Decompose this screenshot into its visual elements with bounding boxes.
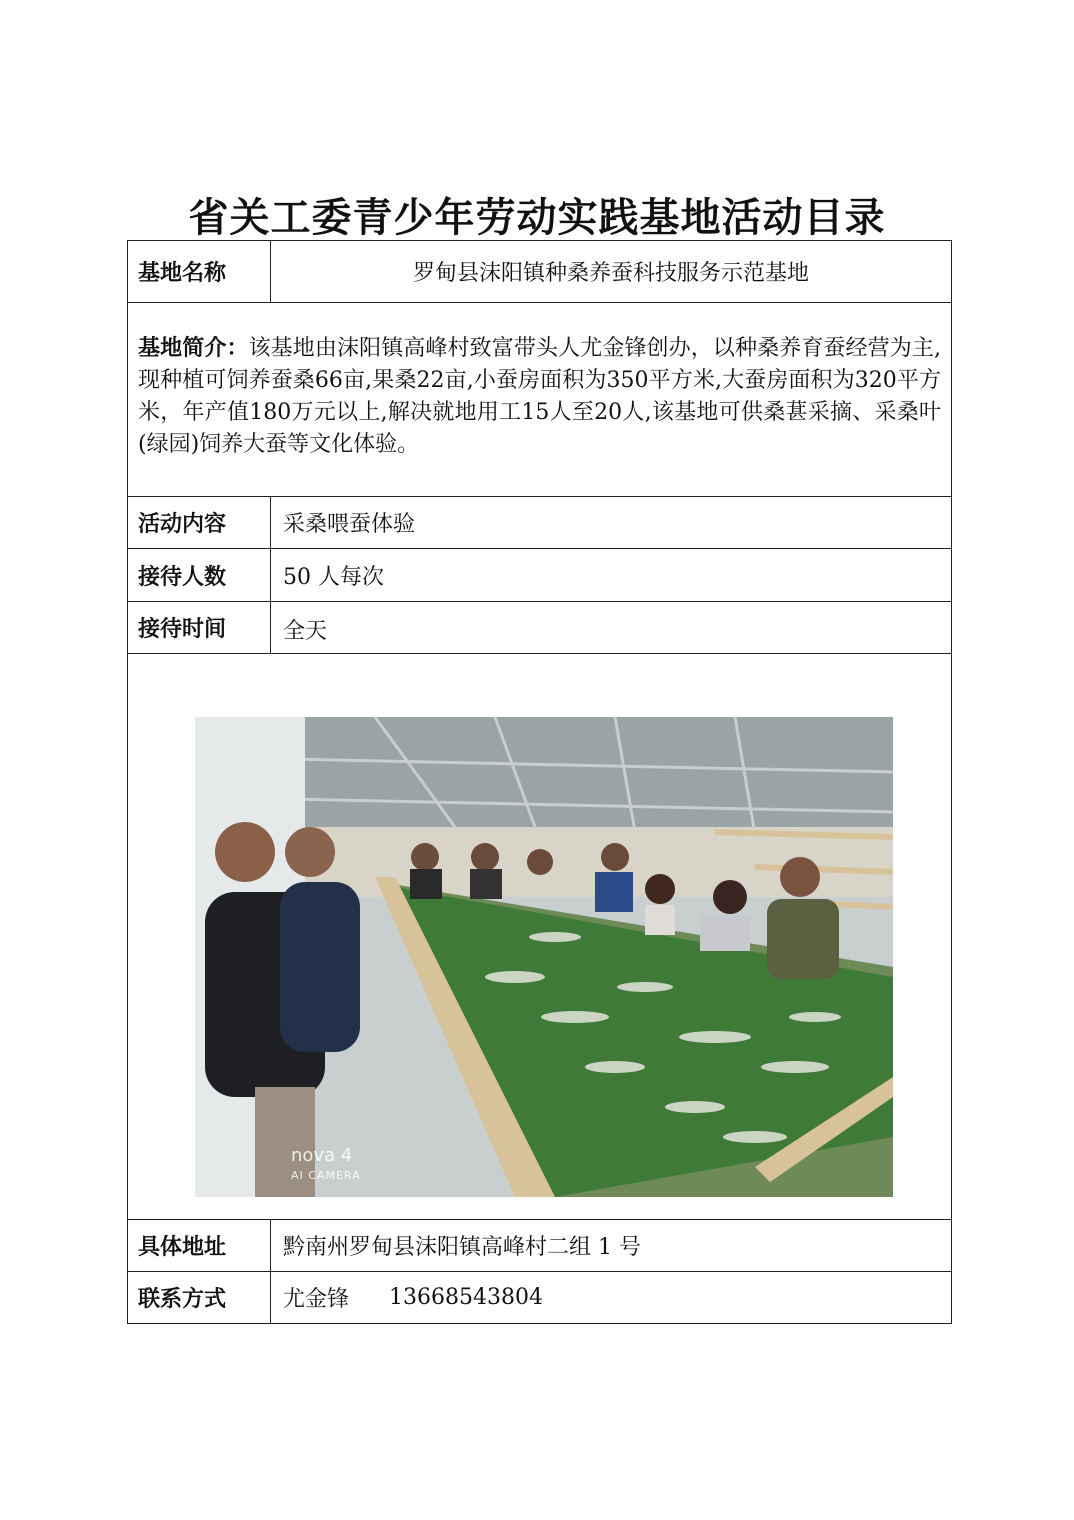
camera-watermark xyxy=(291,1147,361,1185)
row-address xyxy=(128,1219,951,1271)
row-photo xyxy=(128,653,951,1219)
address-value: 黔南州罗甸县沫阳镇高峰村二组 1 号 xyxy=(283,1235,641,1260)
row-base-name xyxy=(128,241,951,302)
row-capacity xyxy=(128,548,951,601)
intro-paragraph xyxy=(128,303,951,461)
capacity-value: 50 人每次 xyxy=(283,564,384,590)
base-name-value: 罗甸县沫阳镇种桑养蚕科技服务示范基地 xyxy=(412,261,809,286)
activity-value: 采桑喂蚕体验 xyxy=(283,512,416,537)
hours-value: 全天 xyxy=(283,619,328,644)
page-title: 省关工委青少年劳动实践基地活动目录 xyxy=(188,195,886,241)
silkworm-farm-photo xyxy=(195,717,893,1197)
watermark-brand: nova 4 xyxy=(291,1145,353,1166)
activity-form-table xyxy=(127,240,952,1324)
contact-label: 联系方式 xyxy=(128,1272,271,1323)
contact-name: 尤金锋 xyxy=(283,1287,350,1312)
capacity-label: 接待人数 xyxy=(128,549,271,601)
address-label: 具体地址 xyxy=(128,1220,271,1271)
intro-label: 基地简介： xyxy=(138,336,249,361)
contact-phone: 13668543804 xyxy=(389,1285,543,1310)
contact-value xyxy=(283,1272,943,1323)
row-contact xyxy=(128,1271,951,1323)
row-activity xyxy=(128,496,951,548)
watermark-sub: AI CAMERA xyxy=(291,1169,361,1182)
hours-label: 接待时间 xyxy=(128,602,271,653)
activity-label: 活动内容 xyxy=(128,497,271,548)
intro-text: 该基地由沫阳镇高峰村致富带头人尤金锋创办，以种桑养育蚕经营为主,现种植可饲养蚕桑66亩,果桑22亩,小蚕房面积为350平方米,大蚕房面积为320平方米，年产值180万元以上,解决就地用工15人至20人,该基地可供桑葚采摘、采桑叶(绿园)饲养大蚕等文化体验。 xyxy=(138,336,941,457)
row-hours xyxy=(128,601,951,653)
row-intro xyxy=(128,302,951,496)
base-name-label: 基地名称 xyxy=(128,241,271,302)
photo-illustration xyxy=(195,717,893,1197)
